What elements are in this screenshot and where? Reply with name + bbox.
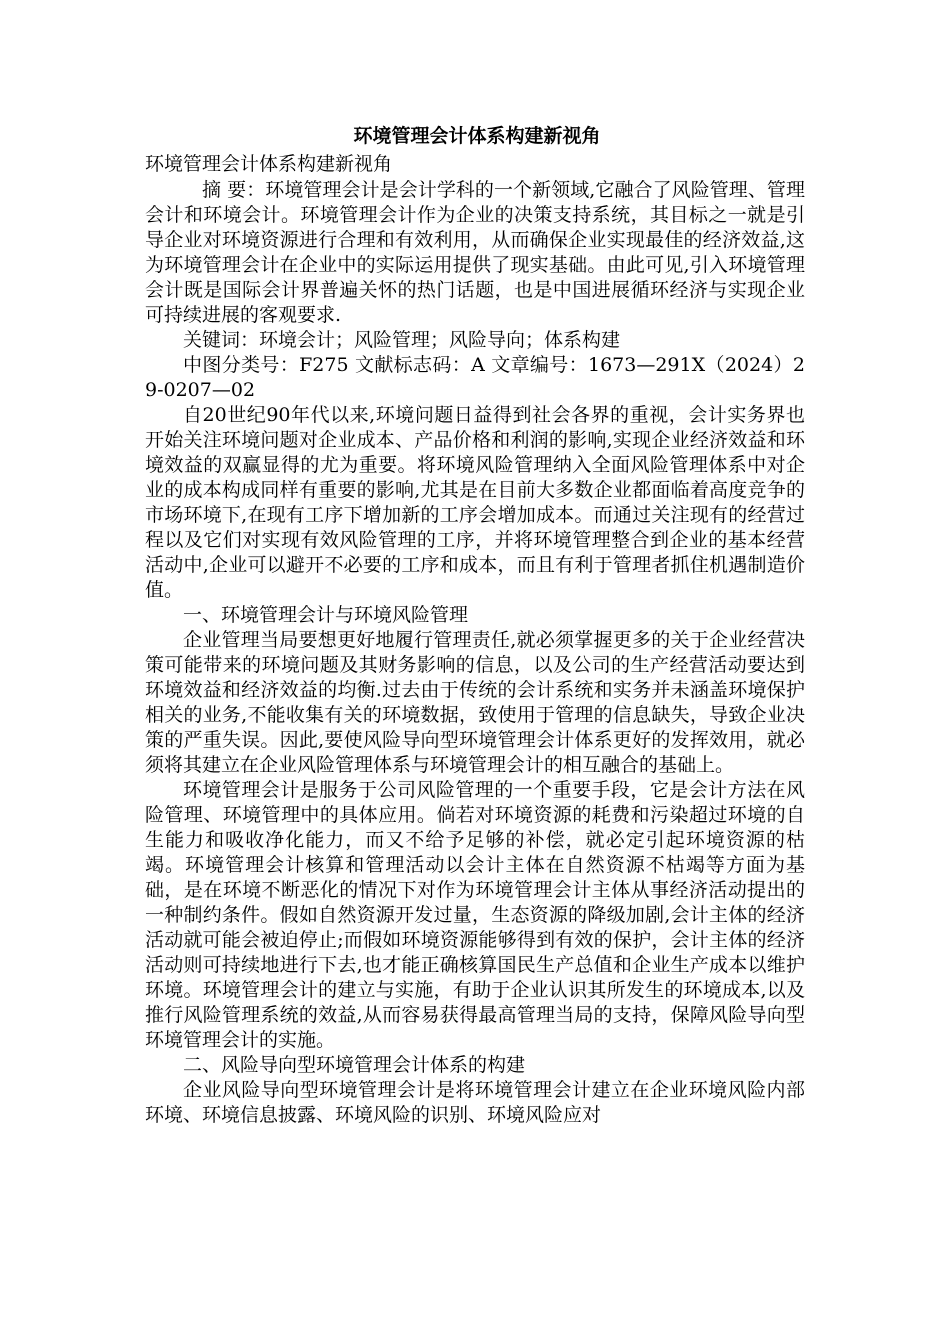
document-subtitle: 环境管理会计体系构建新视角 [145, 153, 393, 175]
section2-paragraph-1: 企业风险导向型环境管理会计是将环境管理会计建立在企业环境风险内部环境、环境信息披露、环境风险的识别、环境风险应对 [145, 1079, 805, 1126]
section1-paragraph-2: 环境管理会计是服务于公司风险管理的一个重要手段，它是会计方法在风险管理、环境管理中的具体应用。倘若对环境资源的耗费和污染超过环境的自生能力和吸收净化能力，而又不给予足够的补偿，就必定引起环境资源的枯竭。环境管理会计核算和管理活动以会计主体在自然资源不枯竭等方面为基础，是在环境不断恶化的情况下对作为环境管理会计主体从事经济活动提出的一种制约条件。假如自然资源开发过量，生态资源的降级加剧,会计主体的经济活动就可能会被迫停止;而假如环境资源能够得到有效的保护，会计主体的经济活动则可持续地进行下去,也才能正确核算国民生产总值和企业生产成本以维护环境。环境管理会计的建立与实施，有助于企业认识其所发生的环境成本,以及推行风险管理系统的效益,从而容易获得最高管理当局的支持，保障风险导向型环境管理会计的实施。 [145, 779, 805, 1051]
intro-paragraph: 自20世纪90年代以来,环境问题日益得到社会各界的重视，会计实务界也开始关注环境问题对企业成本、产品价格和利润的影响,实现企业经济效益和环境效益的双赢显得的尤为重要。将环境风险管理纳入全面风险管理体系中对企业的成本构成同样有重要的影响,尤其是在目前大多数企业都面临着高度竞争的市场环境下,在现有工序下增加新的工序会增加成本。而通过关注现有的经营过程以及它们对实现有效风险管理的工序，并将环境管理整合到企业的基本经营活动中,企业可以避开不必要的工序和成本，而且有利于管理者抓住机遇制造价值。 [145, 404, 805, 601]
classification-line: 中图分类号：F275 文献标志码：A 文章编号：1673—291X（2024）29-0207—02 [145, 354, 805, 401]
section-heading-2: 二、风险导向型环境管理会计体系的构建 [183, 1054, 526, 1076]
document-page [145, 122, 805, 1128]
keywords-line: 关键词：环境会计；风险管理；风险导向；体系构建 [183, 329, 621, 351]
document-title: 环境管理会计体系构建新视角 [353, 125, 601, 147]
section1-paragraph-1: 企业管理当局要想更好地履行管理责任,就必须掌握更多的关于企业经营决策可能带来的环境问题及其财务影响的信息，以及公司的生产经营活动要达到环境效益和经济效益的均衡.过去由于传统的会计系统和实务并未涵盖环境保护相关的业务,不能收集有关的环境数据，致使用于管理的信息缺失，导致企业决策的严重失误。因此,要使风险导向型环境管理会计体系更好的发挥效用，就必须将其建立在企业风险管理体系与环境管理会计的相互融合的基础上。 [145, 629, 805, 776]
abstract-paragraph: 摘 要：环境管理会计是会计学科的一个新领域,它融合了风险管理、管理会计和环境会计。环境管理会计作为企业的决策支持系统，其目标之一就是引导企业对环境资源进行合理和有效利用，从而确保企业实现最佳的经济效益,这为环境管理会计在企业中的实际运用提供了现实基础。由此可见,引入环境管理会计既是国际会计界普遍关怀的热门话题，也是中国进展循环经济与实现企业可持续进展的客观要求. [145, 179, 805, 326]
section-heading-1: 一、环境管理会计与环境风险管理 [183, 604, 469, 626]
